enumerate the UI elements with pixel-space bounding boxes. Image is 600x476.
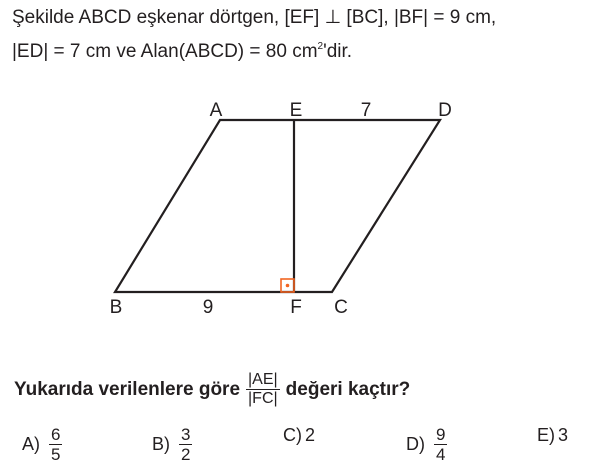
label-D: D	[438, 100, 452, 121]
rhombus-ABCD	[115, 120, 440, 292]
fraction-numerator: |AE|	[248, 371, 278, 388]
option-d-den: 4	[436, 445, 446, 464]
option-d[interactable]	[406, 425, 453, 464]
option-c-value: 2	[305, 425, 316, 445]
option-a[interactable]	[22, 425, 68, 464]
option-e[interactable]	[537, 425, 568, 446]
question-prefix: Yukarıda verilenlere göre	[14, 378, 241, 400]
label-E: E	[289, 100, 303, 121]
label-A: A	[209, 100, 223, 121]
option-b-fraction	[179, 425, 192, 464]
area-exponent: 2	[317, 41, 324, 52]
problem-line-1: Şekilde ABCD eşkenar dörtgen, [EF] ⊥ [BC], |BF| = 9 cm,	[12, 7, 497, 28]
problem-line-2-main: |ED| = 7 cm ve Alan(ABCD) = 80 cm	[12, 41, 318, 62]
option-a-letter: A)	[22, 434, 40, 454]
option-b-num: 3	[181, 425, 191, 444]
option-c-letter: C)	[283, 425, 302, 445]
option-d-letter: D)	[406, 434, 425, 454]
option-b[interactable]	[152, 425, 198, 464]
label-BF-length: 9	[202, 297, 214, 318]
option-e-value: 3	[558, 425, 569, 445]
option-b-letter: B)	[152, 434, 170, 454]
question-fraction	[246, 371, 280, 408]
label-B: B	[109, 297, 123, 318]
option-b-den: 2	[181, 445, 191, 464]
right-angle-dot	[286, 284, 290, 288]
label-C: C	[334, 297, 348, 318]
fraction-denominator: |FC|	[248, 390, 278, 407]
option-a-fraction	[49, 425, 62, 464]
option-d-num: 9	[436, 425, 446, 444]
label-ED-length: 7	[360, 100, 372, 121]
problem-line-2-suffix: 'dir.	[323, 41, 353, 62]
option-a-num: 6	[51, 425, 61, 444]
question-suffix: değeri kaçtır?	[285, 378, 411, 400]
option-e-letter: E)	[537, 425, 555, 445]
question-text	[14, 371, 410, 408]
option-a-den: 5	[51, 445, 61, 464]
option-c[interactable]	[283, 425, 315, 446]
label-F: F	[290, 297, 302, 318]
option-d-fraction	[434, 425, 447, 464]
